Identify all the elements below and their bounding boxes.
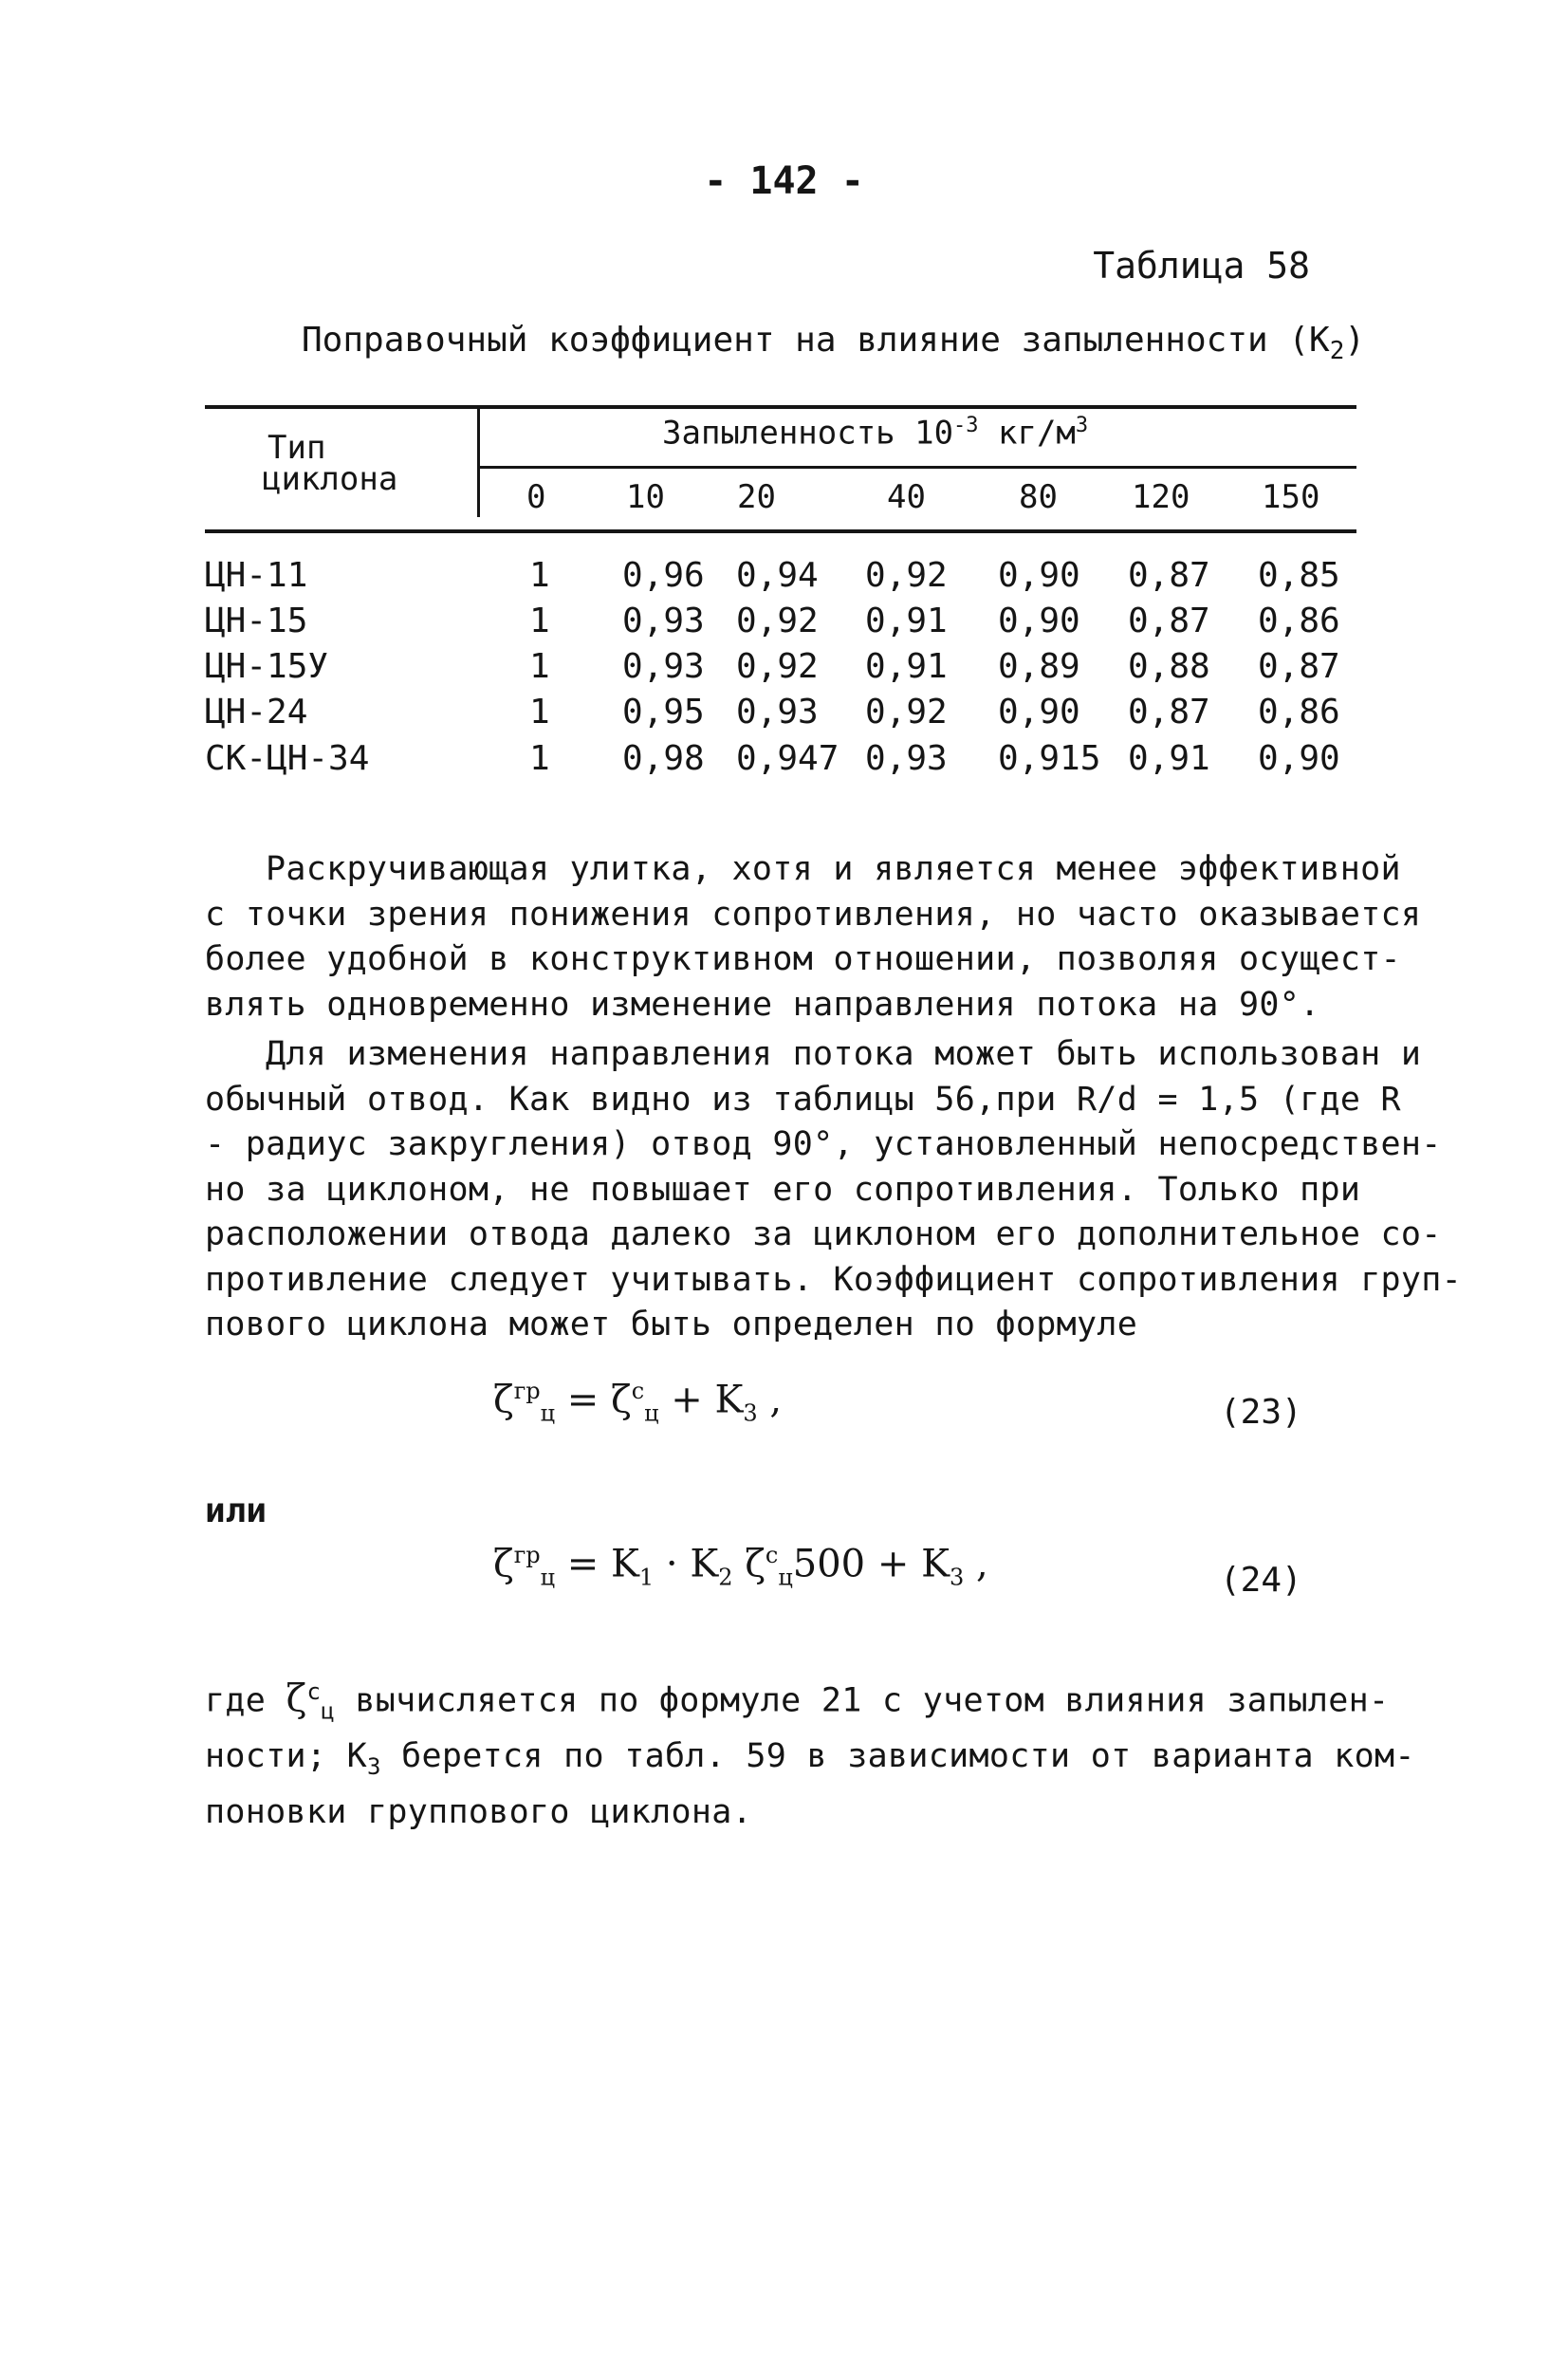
table-cell: 0,89 <box>998 647 1080 686</box>
column-header: 20 <box>737 478 776 516</box>
table-cell: 0,90 <box>998 693 1080 732</box>
column-header: 0 <box>526 478 546 516</box>
table-cell: 0,87 <box>1258 647 1340 686</box>
type-header-line2: циклона <box>262 460 398 498</box>
connector-word-ili: или <box>205 1491 267 1530</box>
column-header: 120 <box>1132 478 1190 516</box>
table-cell: 0,91 <box>865 647 948 686</box>
table-subheader-rule <box>479 466 1356 469</box>
table-cell: 0,87 <box>1128 556 1210 595</box>
table-cell: 0,90 <box>998 556 1080 595</box>
table-top-rule <box>205 405 1356 409</box>
table-cell: 0,90 <box>998 602 1080 640</box>
table-label: Таблица 58 <box>1093 245 1310 287</box>
table-cell: 0,94 <box>736 556 819 595</box>
text-line: Раскручивающая улитка, хотя и является менее эффективной <box>266 850 1401 888</box>
table-caption: Поправочный коэффициент на влияние запыленности $(К_2)$ <box>302 321 1366 366</box>
paragraph-2 <box>205 1032 1463 1348</box>
table-cell: 0,91 <box>1128 739 1210 778</box>
text-line: Для изменения направления потока может быть использован и <box>266 1035 1422 1073</box>
table-cell: 1 <box>529 602 550 640</box>
table-cell: 0,93 <box>622 647 705 686</box>
text-line: пового циклона может быть определен по формуле <box>205 1306 1138 1343</box>
table-cell: 0,87 <box>1128 693 1210 732</box>
text-line: поновки группового циклона. <box>205 1792 753 1831</box>
table-cell: 0,88 <box>1128 647 1210 686</box>
text-line: влять одновременно изменение направления потока на 90°. <box>205 985 1320 1024</box>
table-cell: 0,92 <box>736 647 819 686</box>
table-cell: 1 <box>529 693 550 732</box>
table-cell: 0,93 <box>622 602 705 640</box>
column-header: 80 <box>1019 478 1058 516</box>
table-cell: 1 <box>529 647 550 686</box>
paragraph-1 <box>205 847 1422 1028</box>
text-line: обычный отвод. Как видно из таблицы 56,при R/d = 1,5 (где R <box>205 1080 1401 1119</box>
page-number: - 142 - <box>704 159 864 203</box>
table-cell: 0,92 <box>865 693 948 732</box>
column-header: 40 <box>887 478 926 516</box>
table-cell: 0,86 <box>1258 602 1340 640</box>
table-cell: 0,98 <box>622 739 705 778</box>
table-cell: 0,87 <box>1128 602 1210 640</box>
table-cell: 0,93 <box>865 739 948 778</box>
text-line: ности; $К_3$ берется по табл. 59 в зависимости от варианта ком- <box>205 1737 1415 1781</box>
table-header-vertical-rule <box>477 405 480 517</box>
table-cell: 0,947 <box>736 739 839 778</box>
formula-23: $\zeta^{гр}_ц = \zeta^с_ц + K_3$ , <box>493 1378 783 1427</box>
table-cell: 1 <box>529 556 550 595</box>
text-line: расположении отвода далеко за циклоном его дополнительное со- <box>205 1215 1442 1253</box>
cyclone-type: ЦН-15У <box>205 647 329 686</box>
dust-header: Запыленность $10^{-3}$ $кг/м^3$ <box>662 414 1089 453</box>
text-line: где $\zeta^с_ц$ вычисляется по формуле 21 с учетом влияния запылен- <box>205 1677 1390 1725</box>
text-line: - радиус закругления) отвод 90°, установленный непосредствен- <box>205 1125 1442 1163</box>
text-line: более удобной в конструктивном отношении, позволяя осущест- <box>205 940 1401 978</box>
text-line: но за циклоном, не повышает его сопротивления. Только при <box>205 1170 1361 1209</box>
table-cell: 0,86 <box>1258 693 1340 732</box>
type-header-line1: Тип <box>267 429 326 467</box>
table-header-bottom-rule <box>205 529 1356 533</box>
cyclone-type: ЦН-11 <box>205 556 308 595</box>
equation-number-23: (23) <box>1220 1393 1302 1432</box>
table-cell: 0,90 <box>1258 739 1340 778</box>
column-header: 150 <box>1262 478 1320 516</box>
table-cell: 0,915 <box>998 739 1101 778</box>
paragraph-3 <box>205 1670 1415 1835</box>
table-cell: 0,92 <box>865 556 948 595</box>
column-header: 10 <box>626 478 665 516</box>
text-line: противление следует учитывать. Коэффициент сопротивления груп- <box>205 1260 1463 1299</box>
table-cell: 0,92 <box>736 602 819 640</box>
table-cell: 1 <box>529 739 550 778</box>
table-cell: 0,95 <box>622 693 705 732</box>
formula-24: $\zeta^{гр}_ц = K_1 \cdot K_2$ $\zeta^с_ц500 + K_3$ , <box>493 1542 988 1591</box>
cyclone-type: СК-ЦН-34 <box>205 739 370 778</box>
cyclone-type: ЦН-24 <box>205 693 308 732</box>
table-cell: 0,91 <box>865 602 948 640</box>
equation-number-24: (24) <box>1220 1561 1302 1600</box>
table-cell: 0,85 <box>1258 556 1340 595</box>
table-cell: 0,96 <box>622 556 705 595</box>
cyclone-type: ЦН-15 <box>205 602 308 640</box>
table-cell: 0,93 <box>736 693 819 732</box>
text-line: с точки зрения понижения сопротивления, но часто оказывается <box>205 895 1422 934</box>
